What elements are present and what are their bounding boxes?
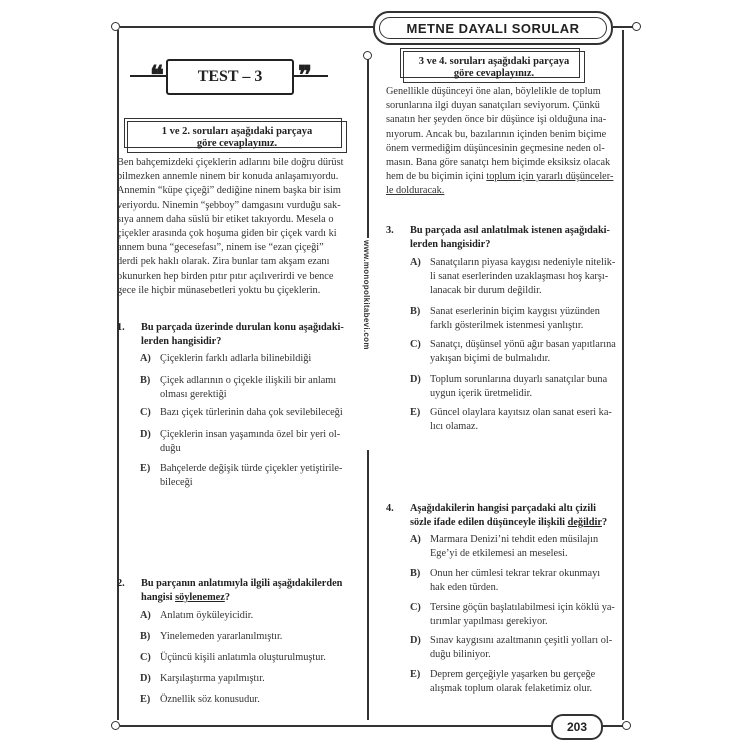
q2-option-e[interactable]: E) Öznellik söz konusudur. — [140, 694, 260, 705]
instruction-box-left: 1 ve 2. soruları aşağıdaki parçaya göre cevaplayınız. — [127, 121, 347, 153]
header-circle-right — [632, 22, 641, 31]
footer-rule-left — [120, 725, 552, 727]
q2-option-d[interactable]: D) Karşılaştırma yapılmıştır. — [140, 673, 265, 684]
q3-option-e[interactable]: E) Güncel olaylara kayıtsız olan sanat eseri ka- lıcı olamaz. — [410, 407, 612, 432]
q4-option-b[interactable]: B) Onun her cümlesi tekrar tekrar okunmayı hak eden türden. — [410, 568, 601, 593]
footer-circle-right — [622, 721, 631, 730]
header-circle-left — [111, 22, 120, 31]
question-2: 2. Bu parçanın anlatımıyla ilgili aşağıdakilerden hangisi söylenemez? — [117, 578, 343, 603]
passage-right: Genellikle düşünceyi öne alan, böylelikle de toplum sorunlarına ilgi duyan sanatçıları seviyorum. Çünkü sanatın her şeyden önce bir düşünce işi olduğuna ina- nıyorum. Ancak bu, bazılarının içinden benim biçime önem vermediğim düşüncesinin geçmesine neden ol- masın. Bana göre sanatçı hem biçimde eksiksiz olacak hem de bu biçimin içini toplum için yararlı düşünceler- le dolduracak. — [386, 86, 614, 197]
q4-option-a[interactable]: A) Marmara Denizi’ni tehdit eden müsilajın Ege’yi de etkilemesi an meselesi. — [410, 534, 599, 559]
question-3: 3. Bu parçada asıl anlatılmak istenen aşağıdaki- lerden hangisidir? — [386, 225, 610, 250]
q1-option-a[interactable]: A) Çiçeklerin farklı adlarla bilinebildiği — [140, 353, 312, 364]
header-rule-left — [120, 26, 380, 28]
q4-option-c[interactable]: C) Tersine göçün başlatılabilmesi için köklü ya- tırımlar yapılması gerekiyor. — [410, 602, 615, 627]
test-title: TEST – 3 — [166, 59, 294, 95]
q1-option-b[interactable]: B) Çiçek adlarının o çiçekle ilişkili bir anlamı olması gerektiği — [140, 375, 337, 400]
q3-option-d[interactable]: D) Toplum sorunlarına duyarlı sanatçılar buna uygun içerik üretmelidir. — [410, 374, 608, 399]
q3-option-b[interactable]: B) Sanat eserlerinin biçim kaygısı yüzünden farklı gösterilmek istenmesi yanlıştır. — [410, 306, 600, 331]
q3-option-a[interactable]: A) Sanatçıların piyasa kaygısı nedeniyle nitelik- li sanat eserlerinden uzaklaşması hoş karşı- lanacak bir durum değildir. — [410, 257, 616, 296]
column-divider-bottom — [367, 450, 369, 720]
divider-circle-top — [363, 51, 372, 60]
quote-close-icon: ❞ — [298, 61, 312, 91]
q1-option-c[interactable]: C) Bazı çiçek türlerinin daha çok sevilebileceği — [140, 407, 343, 418]
q2-option-c[interactable]: C) Üçüncü kişili anlatımla oluşturulmuştur. — [140, 652, 326, 663]
q3-option-c[interactable]: C) Sanatçı, düşünsel yönü ağır basan yapıtlarına yakışan biçimi de bulmalıdır. — [410, 339, 616, 364]
section-title — [373, 11, 613, 45]
column-divider-top — [367, 58, 369, 238]
instruction-box-right: 3 ve 4. soruları aşağıdaki parçaya göre cevaplayınız. — [403, 51, 585, 83]
q4-option-d[interactable]: D) Sınav kaygısını azaltmanın çeşitli yolları ol- duğu biliniyor. — [410, 635, 613, 660]
section-title-text: METNE DAYALI SORULAR — [406, 20, 580, 36]
left-margin-line — [117, 30, 119, 720]
q1-option-e[interactable]: E) Bahçelerde değişik türde çiçekler yetiştirile- bileceği — [140, 463, 343, 488]
question-1: 1. Bu parçada üzerinde durulan konu aşağıdaki- lerden hangisidir? — [117, 322, 344, 347]
question-4: 4. Aşağıdakilerin hangisi parçadaki altı çizili sözle ifade edilen düşünceyle ilişkili değildir? — [386, 503, 608, 528]
quote-open-icon: ❝ — [150, 61, 164, 91]
footer-circle-left — [111, 721, 120, 730]
q2-option-b[interactable]: B) Yinelemeden yararlanılmıştır. — [140, 631, 283, 642]
side-url: www.monopolkitabevi.com — [362, 240, 371, 350]
page-number: 203 — [551, 714, 603, 740]
passage-left: Ben bahçemizdeki çiçeklerin adlarını bile doğru dürüst bilmezken annemle ninem bir konuda anlaşamıyordu. Annemin “küpe çiçeği” dediğine ninem başka bir isim veriyordu. Ninemin “şebboy” damgasını vurduğu sak- sıya annem daha süslü bir etiket takıyordu. Mesela o çiçekler arasında çok hoşuma giden bir çiçek vardı ki annem buna “gecesefası”, ninem ise “ezan çiçeği” derdi pek haklı olarak. Zira bunlar tam akşam ezanı okunurken hep birden pıtır pıtır açılıverirdi ve bence gece ile hiçbir münasebetleri yoktu bu çiçeklerin. — [117, 157, 344, 296]
q1-option-d[interactable]: D) Çiçeklerin insan yaşamında özel bir yeri ol- duğu — [140, 429, 341, 454]
q2-option-a[interactable]: A) Anlatım öyküleyicidir. — [140, 610, 254, 621]
q4-option-e[interactable]: E) Deprem gerçeğiyle yaşarken bu gerçeğe alışmak toplum olarak felaketimiz olur. — [410, 669, 596, 694]
